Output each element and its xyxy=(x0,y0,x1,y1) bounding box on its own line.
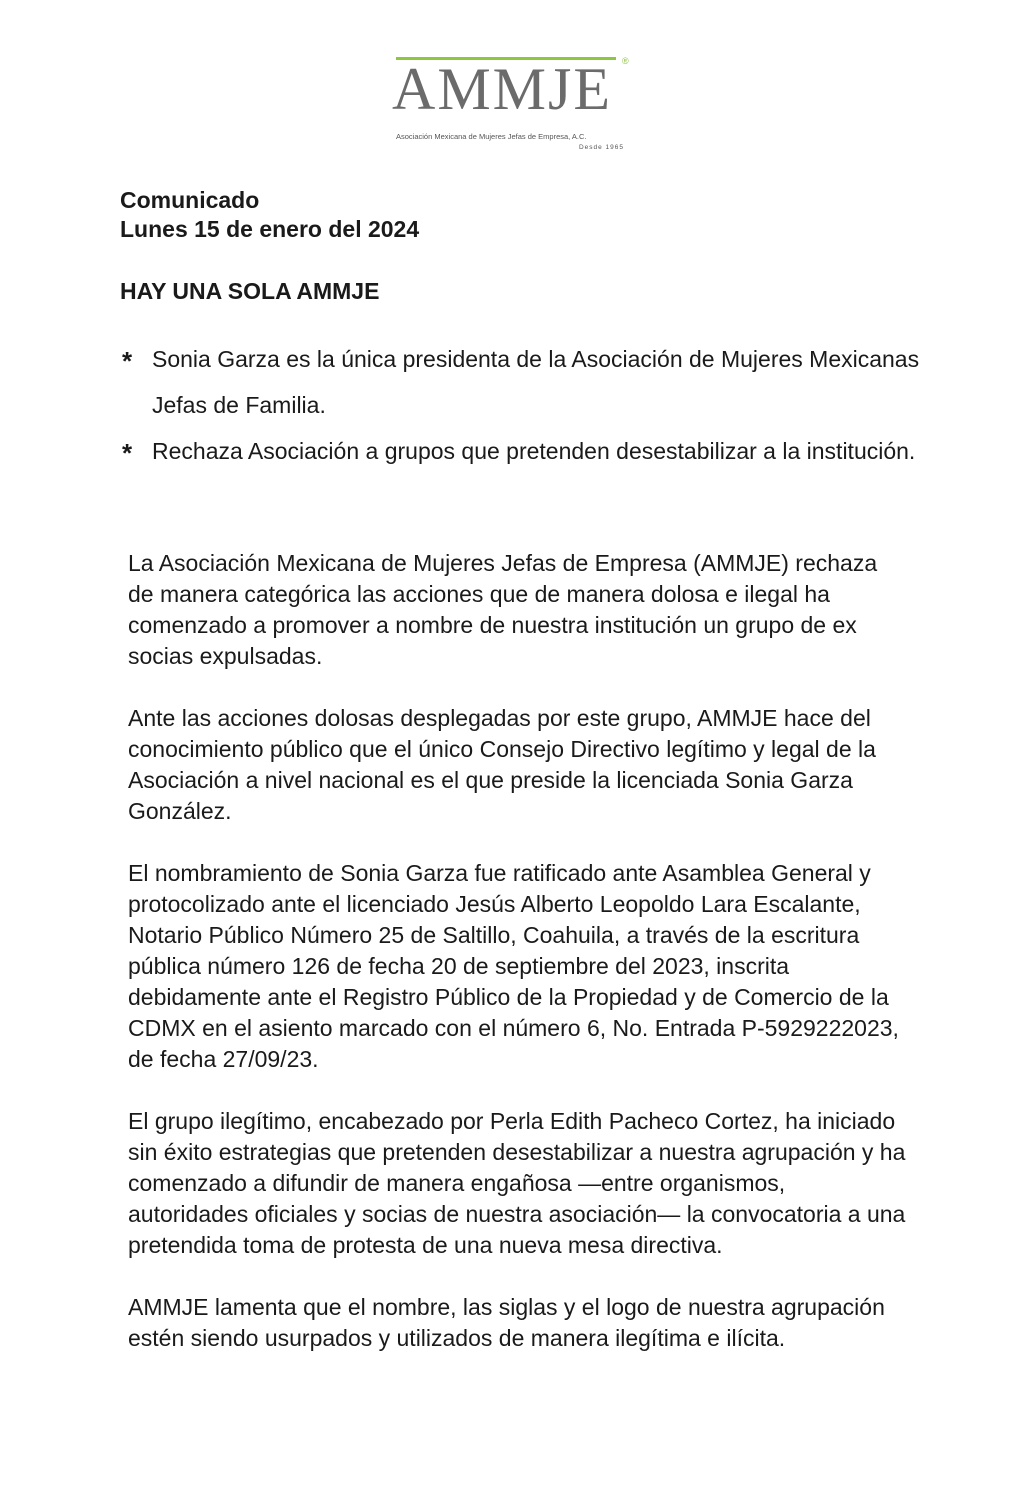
bullet-item xyxy=(122,336,922,428)
communique-label: Comunicado xyxy=(120,187,260,213)
paragraph: La Asociación Mexicana de Mujeres Jefas de Empresa (AMMJE) rechaza de manera categórica las acciones que de manera dolosa e ilegal ha comenzado a promover a nombre de nuestra institución un grupo de ex socias expulsadas. xyxy=(128,550,878,669)
logo-wordmark: AMMJE xyxy=(392,56,613,122)
logo-subtitle: Asociación Mexicana de Mujeres Jefas de Empresa, A.C. xyxy=(396,132,587,141)
paragraph: Ante las acciones dolosas desplegadas por este grupo, AMMJE hace del conocimiento público que el único Consejo Directivo legítimo y legal de la Asociación a nivel nacional es el que preside la licenciada Sonia Garza González. xyxy=(128,705,876,824)
asterisk-icon: * xyxy=(122,438,133,468)
communique-body xyxy=(128,548,908,1385)
bullet-item xyxy=(122,428,922,474)
registered-mark: ® xyxy=(622,56,629,66)
paragraph: El nombramiento de Sonia Garza fue ratificado ante Asamblea General y protocolizado ante el licenciado Jesús Alberto Leopoldo Lara Escalante, Notario Público Número 25 de Saltillo, Coahuila, a través de la escritura pública número 126 de fecha 20 de septiembre del 2023, inscrita debidamente ante el Registro Público de la Propiedad y de Comercio de la CDMX en el asiento marcado con el número 6, No. Entrada P-5929222023, de fecha 27/09/23. xyxy=(128,860,899,1072)
communique-header xyxy=(120,186,419,244)
asterisk-icon: * xyxy=(122,346,133,376)
bullet-list xyxy=(122,336,922,474)
ammje-logo xyxy=(392,52,642,156)
paragraph: El grupo ilegítimo, encabezado por Perla Edith Pacheco Cortez, ha iniciado sin éxito estrategias que pretenden desestabilizar a nuestra agrupación y ha comenzado a difundir de manera engañosa —entre organismos, autoridades oficiales y socias de nuestra asociación— la convocatoria a una pretendida toma de protesta de una nueva mesa directiva. xyxy=(128,1108,906,1258)
paragraph: AMMJE lamenta que el nombre, las siglas y el logo de nuestra agrupación estén siendo usurpados y utilizados de manera ilegítima e ilícita. xyxy=(128,1294,885,1351)
bullet-text: Rechaza Asociación a grupos que pretenden desestabilizar a la institución. xyxy=(152,438,916,464)
bullet-text: Sonia Garza es la única presidenta de la Asociación de Mujeres Mexicanas Jefas de Familia. xyxy=(152,346,920,418)
page-title: HAY UNA SOLA AMMJE xyxy=(120,278,380,304)
logo-since: Desde 1965 xyxy=(578,144,624,151)
communique-date: Lunes 15 de enero del 2024 xyxy=(120,216,420,242)
